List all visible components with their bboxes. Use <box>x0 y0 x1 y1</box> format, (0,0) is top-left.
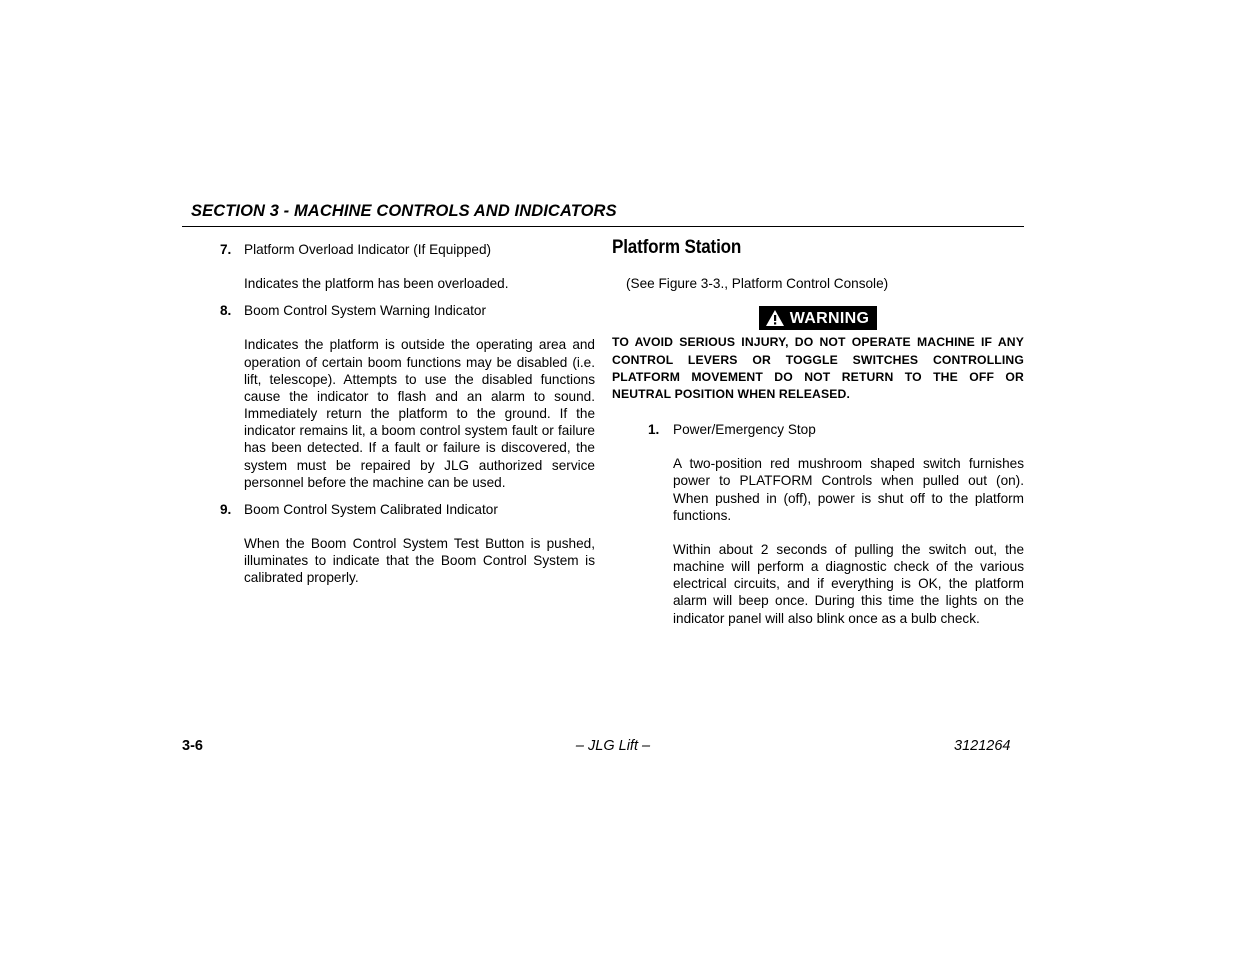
item-title: Power/Emergency Stop <box>673 422 816 438</box>
warning-banner <box>612 306 1024 330</box>
left-column <box>182 241 595 587</box>
item-paragraph: Indicates the platform is outside the operating area and operation of certain boom functions may be disabled (i.e. lift, telescope). Attempts to use the disabled functions cause the indicator to flash and an alarm to sound. Immediately return the platform to the ground. If the indicator remains lit, a boom control system fault or failure has been detected. If a fault or failure is discovered, the system must be repaired by JLG authorized service personnel before the machine can be used. <box>244 337 595 490</box>
list-item <box>182 302 595 491</box>
item-paragraph: A two-position red mushroom shaped switch furnishes power to PLATFORM Controls when pulled out (on). When pushed in (off), power is shut off to the platform functions. <box>673 456 1024 523</box>
item-number: 8. <box>220 303 232 319</box>
document-number: 3121264 <box>954 738 1011 754</box>
item-title: Boom Control System Calibrated Indicator <box>244 501 498 517</box>
section-heading: Platform Station <box>612 237 742 258</box>
figure-reference: (See Figure 3-3., Platform Control Console) <box>626 276 889 292</box>
header-rule <box>182 226 1024 227</box>
list-item <box>182 241 595 292</box>
warning-triangle-icon <box>765 309 785 327</box>
warning-text: TO AVOID SERIOUS INJURY, DO NOT OPERATE MACHINE IF ANY CONTROL LEVERS OR TOGGLE SWITCHES CONTROLLING PLATFORM MOVEMENT DO NOT RETURN TO THE OFF OR NEUTRAL POSITION WHEN RELEASED. <box>612 335 1024 401</box>
footer-title: – JLG Lift – <box>575 738 651 754</box>
section-title: SECTION 3 - MACHINE CONTROLS AND INDICATORS <box>191 202 617 220</box>
list-item <box>182 501 595 587</box>
item-number: 7. <box>220 242 232 257</box>
item-title: Boom Control System Warning Indicator <box>244 303 487 319</box>
warning-badge <box>759 306 877 330</box>
item-number: 1. <box>648 422 660 438</box>
item-paragraph: Within about 2 seconds of pulling the switch out, the machine will perform a diagnostic check of the various electrical circuits, and if everything is OK, the platform alarm will beep once. During this time the lights on the indicator panel will also blink once as a bulb check. <box>673 541 1024 626</box>
right-column <box>612 237 1024 627</box>
item-paragraph: Indicates the platform has been overloaded. <box>244 276 509 292</box>
item-title: Platform Overload Indicator (If Equipped) <box>244 242 492 257</box>
item-paragraph: When the Boom Control System Test Button is pushed, illuminates to indicate that the Boom Control System is calibrated properly. <box>244 536 595 586</box>
page-number: 3-6 <box>182 738 203 754</box>
item-number: 9. <box>220 501 232 517</box>
warning-label: WARNING <box>789 309 870 327</box>
list-item <box>612 421 1024 627</box>
